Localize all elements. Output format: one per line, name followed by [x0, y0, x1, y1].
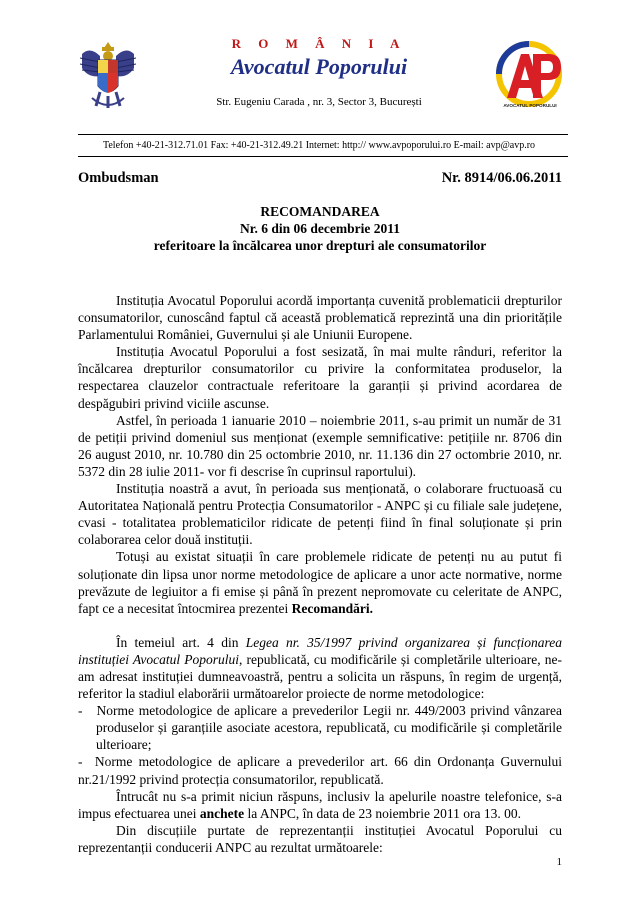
list-item: - Norme metodologice de aplicare a prevederilor art. 66 din Ordonanța Guvernului nr.21/1992 privind protecția consumatorilor, republicată.	[78, 754, 563, 787]
list-item: - Norme metodologice de aplicare a prevederilor Legii nr. 449/2003 privind vânzarea produselor și garanțiile asociate acestora, republicată, cu modificările și completările ulterioare;	[78, 703, 562, 753]
avocatul-poporului-logo-icon	[493, 40, 565, 112]
document-body	[78, 292, 562, 856]
header-rule-top	[78, 134, 568, 135]
paragraph-5: Totuși au existat situații în care problemele ridicate de petenți nu au putut fi soluționate din lipsa unor norme metodologice de aplicare a unor acte normative, norme prevăzute de legiuitor a fi emise și până în prezent nepromovate cu celeritate de ANPC, fapt ce a necesitat întocmirea prezentei Recomandări.	[78, 549, 562, 616]
page-number: 1	[556, 856, 562, 868]
ombudsman-label: Ombudsman	[78, 170, 159, 186]
paragraph-8: Din discuțiile purtate de reprezentanții instituției Avocatul Poporului cu reprezentanții conducerii ANPC au rezultat următoarele:	[78, 822, 562, 855]
inquiry-emphasis: anchete	[199, 805, 245, 821]
organization-address: Str. Eugeniu Carada , nr. 3, Sector 3, București	[216, 96, 422, 108]
paragraph-7: Întrucât nu s-a primit niciun răspuns, inclusiv la apelurile noastre telefonice, s-a impus efectuarea unei anchete la ANPC, în data de 23 noiembrie 2011 ora 13. 00.	[78, 788, 562, 821]
country-name: R O M Â N I A	[231, 36, 407, 51]
paragraph-3: Astfel, în perioada 1 ianuarie 2010 – noiembrie 2011, s-au primit un număr de 31 de petiții privind domeniul sus menționat (exemple semnificative: petițiile nr. 8706 din 26 august 2010, nr. 10.780 din 25 octombrie 2010, nr. 11.136 din 27 octombrie 2010, nr. 5372 din 28 iulie 2011- vor fi descrise în cuprinsul raportului).	[78, 412, 562, 479]
paragraph-4: Instituția noastră a avut, în perioada sus menționată, o colaborare fructuoasă cu Autoritatea Națională pentru Protecția Consumatorilor - ANPC și cu filiale sale județene, cvasi - totalitatea problematicilor ridicate de petenți fiind în final soluționate și prin colaborarea celor două instituții.	[78, 481, 562, 548]
letterhead	[0, 0, 638, 170]
document-number: Nr. 8914/06.06.2011	[441, 170, 562, 186]
contact-line: Telefon +40-21-312.71.01 Fax: +40-21-312.49.21 Internet: http:// www.avpoporului.ro E-mail: avp@avp.ro	[102, 140, 536, 151]
organization-name: Avocatul Poporului	[230, 54, 408, 79]
law-reference: Legea nr. 35/1997 privind organizarea și funcționarea instituției Avocatul Poporului	[78, 634, 562, 667]
document-meta	[78, 170, 562, 187]
document-subtitle: Nr. 6 din 06 decembrie 2011	[240, 221, 400, 236]
document-title: RECOMANDAREA	[260, 204, 380, 219]
paragraph-1: Instituția Avocatul Poporului acordă importanța cuvenită problematicii drepturilor consumatorilor, cunoscând faptul că această problematică reprezintă una din prioritățile Parlamentului României, Guvernului și ale Uniunii Europene.	[78, 293, 562, 343]
paragraph-2: Instituția Avocatul Poporului a fost sesizată, în mai multe rânduri, referitor la încălcarea drepturilor consumatorilor cu privire la conformitatea produselor, la respectarea clauzelor contractuale referitoare la garanții și privind acordarea de despăgubiri privind viciile ascunse.	[78, 344, 562, 411]
recommendation-emphasis: Recomandări.	[291, 600, 374, 616]
paragraph-6: În temeiul art. 4 din Legea nr. 35/1997 privind organizarea și funcționarea instituției Avocatul Poporului, republicată, cu modificările și completările ulterioare, ne-am adresat instituției dumneavoastră, pentru a solicita un răspuns, în regim de urgență, referitor la stadiul elaborării următoarelor proiecte de norme metodologice:	[78, 634, 563, 702]
logo-caption: AVOCATUL POPORULUI	[503, 103, 557, 108]
document-subject: referitoare la încălcarea unor drepturi ale consumatorilor	[153, 238, 487, 253]
header-rule-bottom	[78, 156, 568, 157]
